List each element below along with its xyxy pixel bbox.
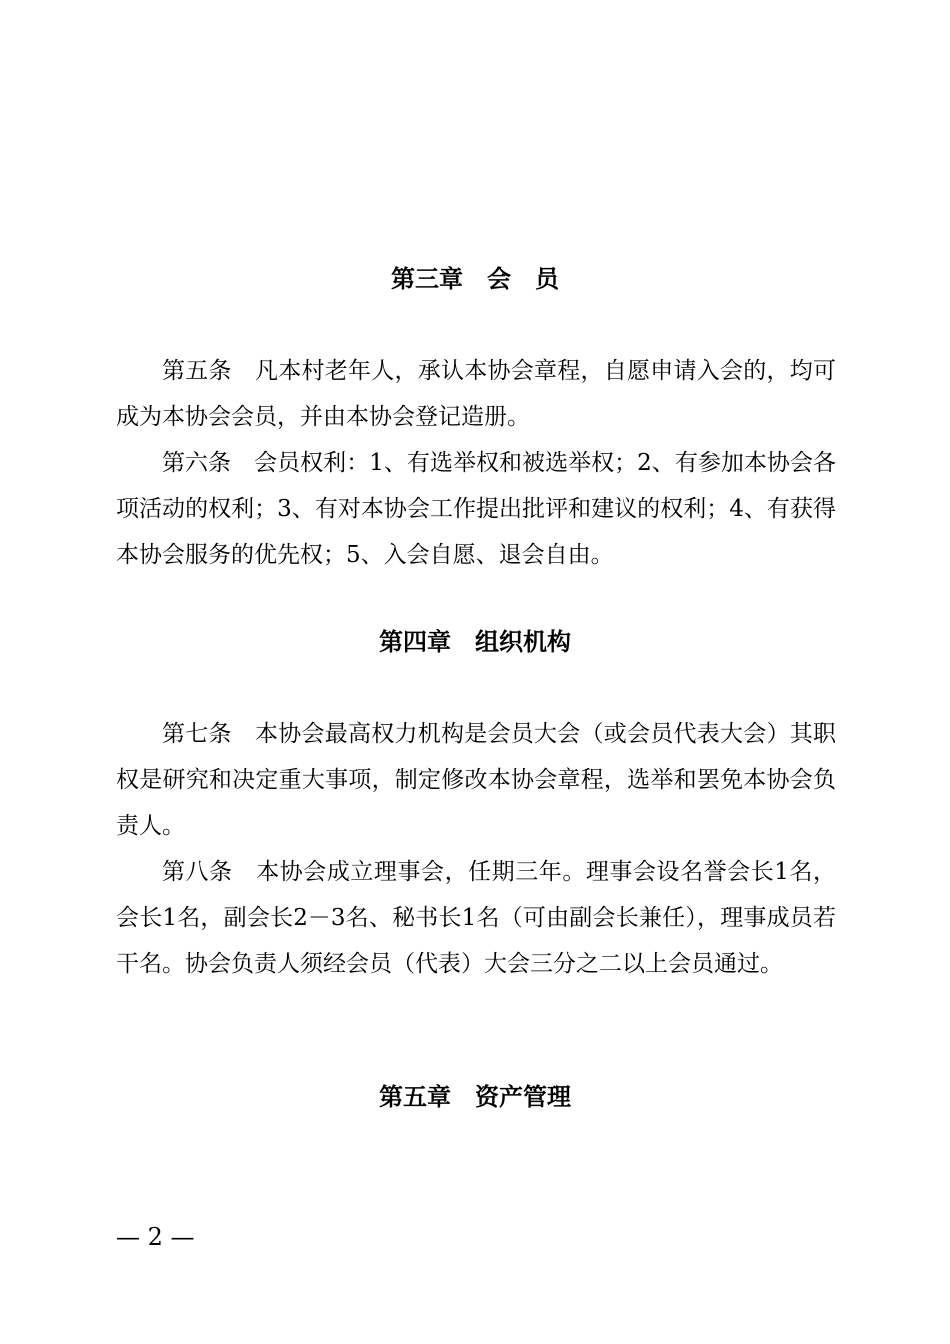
article-7: 第七条 本协会最高权力机构是会员大会（或会员代表大会）其职权是研究和决定重大事项，制定修改本协会章程，选举和罢免本协会负责人。 — [116, 721, 836, 839]
chapter-4-heading: 第四章 组织机构 — [379, 628, 571, 656]
article-8: 第八条 本协会成立理事会，任期三年。理事会设名誉会长1名，会长1名，副会长2－3名、秘书长1名（可由副会长兼任），理事成员若干名。协会负责人须经会员（代表）大会三分之二以上会员通过。 — [116, 859, 836, 977]
page-number: — 2 — — [116, 1223, 195, 1251]
chapter-3-heading: 第三章 会 员 — [391, 265, 559, 293]
article-5: 第五条 凡本村老年人，承认本协会章程，自愿申请入会的，均可成为本协会会员，并由本协会登记造册。 — [116, 358, 836, 430]
article-6: 第六条 会员权利：1、有选举权和被选举权；2、有参加本协会各项活动的权利；3、有对本协会工作提出批评和建议的权利；4、有获得本协会服务的优先权；5、入会自愿、退会自由。 — [116, 450, 836, 568]
chapter-5-heading: 第五章 资产管理 — [379, 1083, 571, 1111]
